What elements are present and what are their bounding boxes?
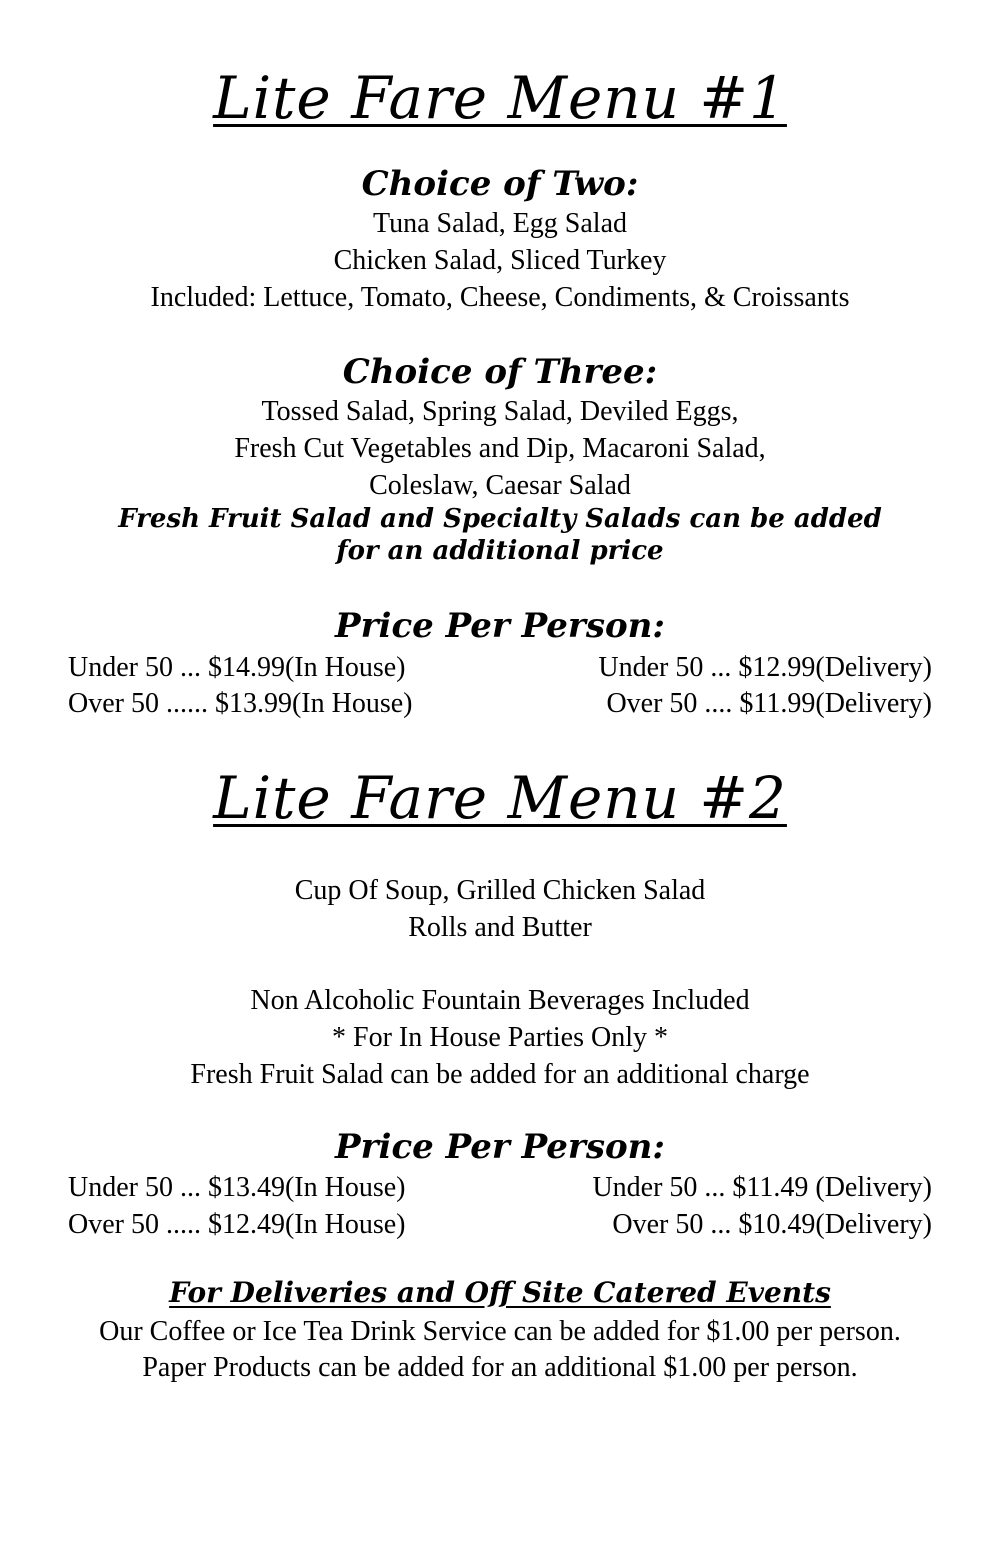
choice-three-line: Coleslaw, Caesar Salad [369, 470, 631, 501]
choice-three-line: Tossed Salad, Spring Salad, Deviled Eggs, [261, 396, 739, 427]
in-house-price: Over 50 ...... $13.99(In House) [68, 688, 413, 719]
delivery-price: Over 50 ... $10.49(Delivery) [612, 1209, 932, 1240]
choice-two-heading: Choice of Two: [361, 164, 639, 204]
in-house-price: Under 50 ... $13.49(In House) [68, 1172, 406, 1203]
menu2-price-row [68, 1207, 932, 1243]
menu2-info-line: * For In House Parties Only * [332, 1022, 668, 1053]
menu2-item-line: Rolls and Butter [408, 912, 592, 943]
menu1-title: Lite Fare Menu #1 [213, 64, 787, 132]
delivery-price: Under 50 ... $11.49 (Delivery) [592, 1172, 932, 1203]
in-house-price: Over 50 ..... $12.49(In House) [68, 1209, 406, 1240]
delivery-price: Under 50 ... $12.99(Delivery) [598, 652, 932, 683]
menu1-price-row [68, 650, 932, 686]
choice-two-line: Tuna Salad, Egg Salad [372, 208, 628, 239]
catering-line: Paper Products can be added for an additional $1.00 per person. [142, 1352, 858, 1383]
menu2-title: Lite Fare Menu #2 [213, 764, 787, 832]
catering-line: Our Coffee or Ice Tea Drink Service can be added for $1.00 per person. [99, 1316, 901, 1347]
specialty-salad-note: for an additional price [336, 536, 664, 566]
choice-two-included-line: Included: Lettuce, Tomato, Cheese, Condiments, & Croissants [150, 282, 850, 313]
catering-heading: For Deliveries and Off Site Catered Events [169, 1276, 831, 1309]
choice-three-heading: Choice of Three: [342, 352, 658, 392]
delivery-price: Over 50 .... $11.99(Delivery) [606, 688, 932, 719]
menu1-price-heading: Price Per Person: [335, 606, 665, 646]
menu2-item-line: Cup Of Soup, Grilled Chicken Salad [294, 875, 706, 906]
menu2-info-line: Non Alcoholic Fountain Beverages Included [250, 985, 750, 1016]
specialty-salad-note: Fresh Fruit Salad and Specialty Salads can be added [118, 504, 882, 534]
choice-three-line: Fresh Cut Vegetables and Dip, Macaroni Salad, [234, 433, 766, 464]
menu2-info-line: Fresh Fruit Salad can be added for an additional charge [190, 1059, 810, 1090]
menu1-price-row [68, 686, 932, 722]
menu2-price-row [68, 1170, 932, 1206]
in-house-price: Under 50 ... $14.99(In House) [68, 652, 406, 683]
choice-two-line: Chicken Salad, Sliced Turkey [333, 245, 667, 276]
menu2-price-heading: Price Per Person: [335, 1127, 665, 1167]
